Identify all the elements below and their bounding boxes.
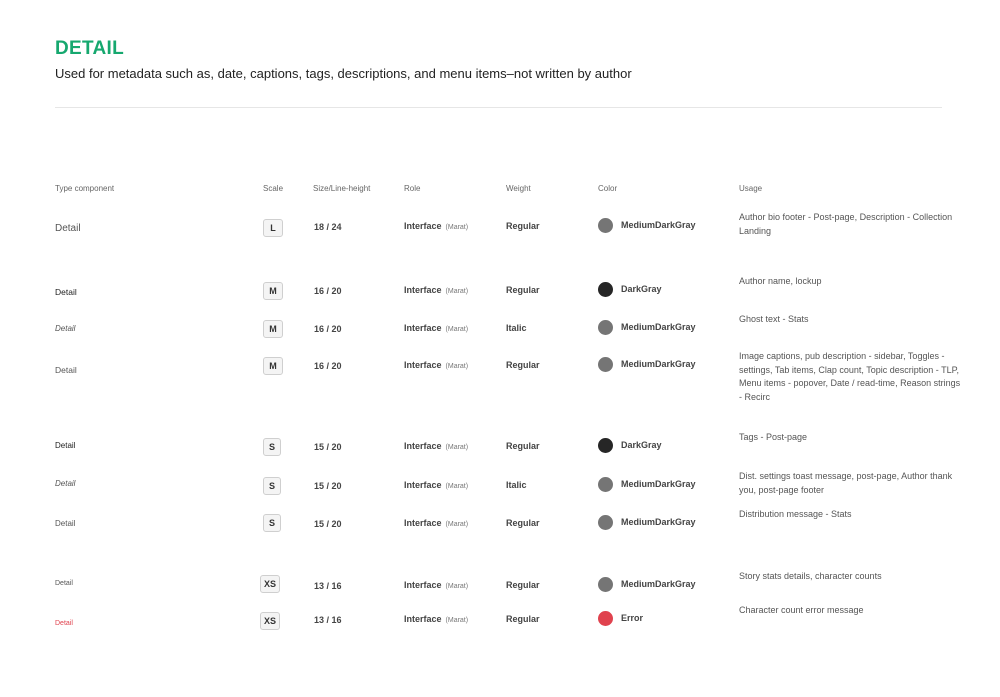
size-line-height: 15 / 20: [314, 442, 342, 452]
weight-label: Regular: [506, 221, 540, 231]
role-cell: [404, 580, 468, 590]
page-subtitle: Used for metadata such as, date, captions, tags, descriptions, and menu items–not written by author: [55, 66, 632, 81]
usage-text: Tags - Post-page: [739, 432, 808, 442]
color-swatch: [598, 218, 613, 233]
role-font-label: (Marat): [445, 326, 469, 333]
role-cell: [404, 323, 468, 333]
size-line-height: 16 / 20: [314, 324, 342, 334]
role-label: Interface: [404, 441, 442, 451]
role-font-label: (Marat): [445, 483, 469, 490]
weight-label: Regular: [506, 360, 540, 370]
type-component-label: Detail: [55, 287, 77, 297]
scale-badge: L: [263, 219, 283, 237]
size-line-height: 15 / 20: [314, 481, 342, 491]
color-swatch: [598, 282, 613, 297]
type-component-label: Detail: [55, 365, 77, 375]
usage-text: Ghost text - Stats: [739, 314, 809, 324]
size-line-height: 13 / 16: [314, 615, 342, 625]
scale-badge: XS: [260, 575, 280, 593]
color-swatch: [598, 320, 613, 335]
role-cell: [404, 480, 468, 490]
type-component-label: Detail: [55, 479, 76, 488]
color-swatch: [598, 515, 613, 530]
role-font-label: (Marat): [445, 444, 469, 451]
role-label: Interface: [404, 360, 442, 370]
type-component-label: Detail: [55, 441, 76, 450]
usage-text: Author name, lockup: [739, 276, 822, 286]
color-swatch: [598, 357, 613, 372]
scale-badge: XS: [260, 612, 280, 630]
type-component-label: Detail: [55, 519, 76, 528]
page-title: DETAIL: [55, 38, 124, 59]
role-label: Interface: [404, 580, 442, 590]
weight-label: Italic: [506, 323, 527, 333]
usage-text: Image captions, pub description - sidebar, Toggles - settings, Tab items, Clap count, Topic description - TLP, Menu items - popover, Date / read-time, Reason strings - Recirc: [739, 351, 961, 402]
usage-text: Story stats details, character counts: [739, 571, 882, 581]
scale-badge: S: [263, 514, 281, 532]
weight-label: Regular: [506, 285, 540, 295]
role-cell: [404, 518, 468, 528]
color-name: Error: [621, 613, 644, 623]
color-name: DarkGray: [621, 284, 662, 294]
scale-badge: M: [263, 320, 283, 338]
weight-label: Regular: [506, 518, 540, 528]
role-label: Interface: [404, 323, 442, 333]
role-cell: [404, 285, 468, 295]
weight-label: Italic: [506, 480, 527, 490]
weight-label: Regular: [506, 580, 540, 590]
size-line-height: 13 / 16: [314, 581, 342, 591]
column-header-type-component: Type component: [55, 184, 115, 193]
role-cell: [404, 441, 468, 451]
color-name: DarkGray: [621, 440, 662, 450]
size-line-height: 18 / 24: [314, 222, 342, 232]
scale-badge: M: [263, 282, 283, 300]
color-name: MediumDarkGray: [621, 322, 696, 332]
usage-text: Character count error message: [739, 605, 864, 615]
role-label: Interface: [404, 285, 442, 295]
role-font-label: (Marat): [445, 583, 469, 590]
color-name: MediumDarkGray: [621, 220, 696, 230]
usage-text: Distribution message - Stats: [739, 509, 852, 519]
role-font-label: (Marat): [445, 224, 469, 231]
role-cell: [404, 614, 468, 624]
column-header-weight: Weight: [506, 184, 531, 193]
divider: [55, 107, 942, 108]
column-header-scale: Scale: [263, 184, 284, 193]
color-name: MediumDarkGray: [621, 479, 696, 489]
type-component-label: Detail: [55, 324, 76, 333]
size-line-height: 15 / 20: [314, 519, 342, 529]
type-component-label: Detail: [55, 580, 73, 587]
role-font-label: (Marat): [445, 363, 469, 370]
color-swatch: [598, 438, 613, 453]
usage-text: Dist. settings toast message, post-page, Author thank you, post-page footer: [739, 471, 953, 495]
type-component-label: Detail: [55, 223, 81, 234]
role-font-label: (Marat): [445, 288, 469, 295]
role-label: Interface: [404, 221, 442, 231]
scale-badge: S: [263, 477, 281, 495]
size-line-height: 16 / 20: [314, 361, 342, 371]
color-swatch: [598, 611, 613, 626]
role-label: Interface: [404, 480, 442, 490]
color-swatch: [598, 477, 613, 492]
size-line-height: 16 / 20: [314, 286, 342, 296]
role-label: Interface: [404, 518, 442, 528]
role-label: Interface: [404, 614, 442, 624]
role-font-label: (Marat): [445, 617, 469, 624]
color-name: MediumDarkGray: [621, 359, 696, 369]
color-swatch: [598, 577, 613, 592]
usage-text: Author bio footer - Post-page, Description - Collection Landing: [739, 212, 953, 236]
column-header-usage: Usage: [739, 184, 763, 193]
type-component-label: Detail: [55, 620, 73, 627]
weight-label: Regular: [506, 614, 540, 624]
weight-label: Regular: [506, 441, 540, 451]
column-header-role: Role: [404, 184, 421, 193]
scale-badge: S: [263, 438, 281, 456]
role-cell: [404, 360, 468, 370]
scale-badge: M: [263, 357, 283, 375]
color-name: MediumDarkGray: [621, 579, 696, 589]
role-font-label: (Marat): [445, 521, 469, 528]
role-cell: [404, 221, 468, 231]
column-header-size: Size/Line-height: [313, 184, 371, 193]
column-header-color: Color: [598, 184, 618, 193]
color-name: MediumDarkGray: [621, 517, 696, 527]
